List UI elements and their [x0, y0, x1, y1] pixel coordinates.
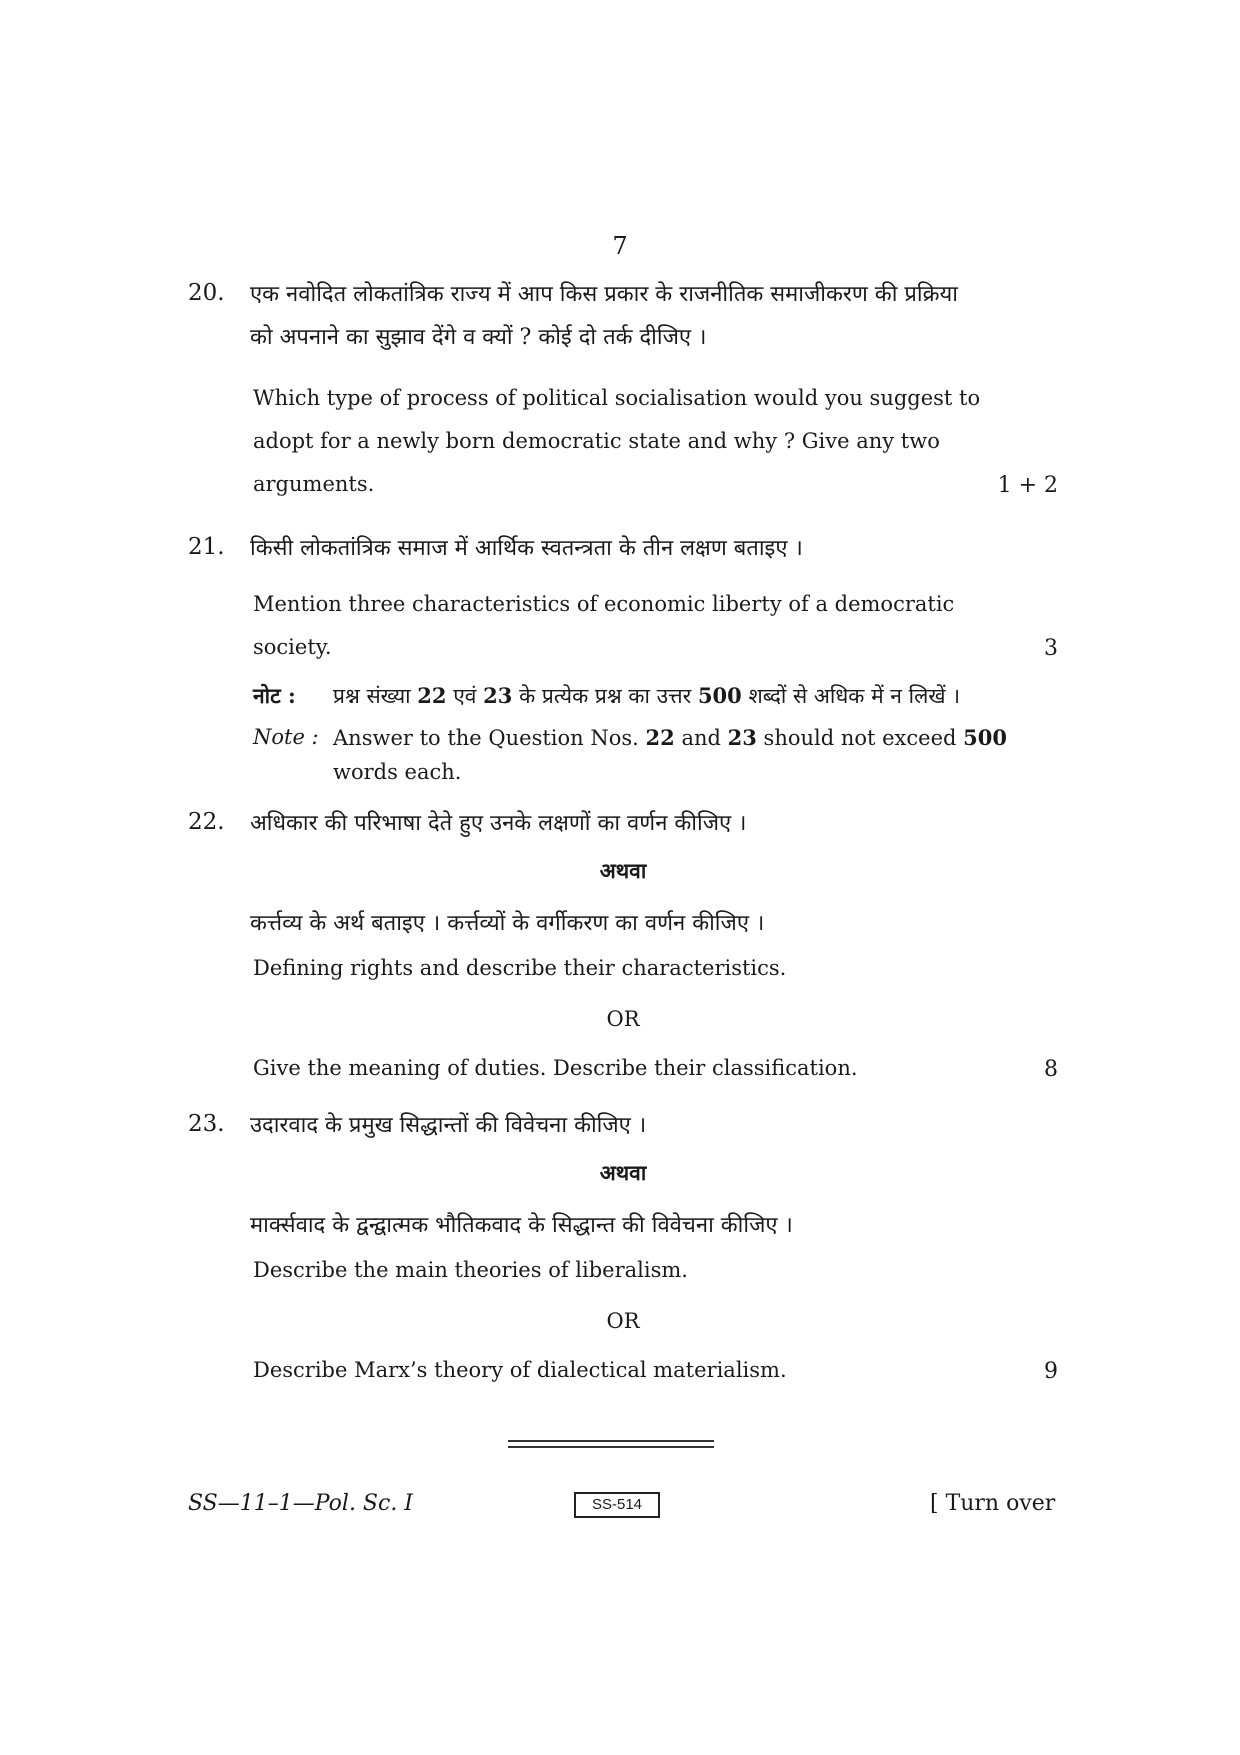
note-english-words-suffix: words each.	[333, 760, 462, 784]
footer-turn-over: [ Turn over	[930, 1491, 1056, 1516]
note-english-words: 500	[963, 725, 1007, 750]
question-english-alt: Give the meaning of duties. Describe their classification.	[253, 1056, 858, 1080]
question-english-line-1: Mention three characteristics of economic liberty of a democratic	[253, 592, 955, 616]
note-english-post: should not exceed	[763, 726, 957, 750]
note-english-number-b: 23	[727, 725, 757, 750]
marks: 1 + 2	[997, 473, 1058, 498]
end-rule-bottom	[508, 1446, 714, 1448]
question-hindi-line-2: को अपनाने का सुझाव देंगे व क्यों ? कोई दो तर्क दीजिए ।	[250, 325, 707, 350]
note-hindi-post: शब्दों से अधिक में न लिखें ।	[748, 684, 961, 708]
question-english-line-1: Which type of process of political socialisation would you suggest to	[253, 386, 981, 410]
or-hindi: अथवा	[599, 858, 647, 883]
note-english-and: and	[681, 726, 721, 750]
question-english-line-2: society.	[253, 635, 332, 659]
question-number: 23.	[188, 1111, 225, 1137]
marks: 8	[1044, 1057, 1058, 1082]
note-english-number-a: 22	[645, 725, 675, 750]
footer-code-box: SS-514	[574, 1492, 660, 1518]
note-english-pre: Answer to the Question Nos.	[333, 726, 639, 750]
or-english: OR	[606, 1309, 640, 1333]
note-hindi-and: एवं	[453, 684, 477, 708]
question-hindi: अधिकार की परिभाषा देते हुए उनके लक्षणों का वर्णन कीजिए ।	[250, 811, 747, 836]
note-number-a: 22	[417, 683, 447, 708]
marks: 9	[1044, 1359, 1058, 1384]
question-english-line-3: arguments.	[253, 472, 375, 496]
question-english: Defining rights and describe their characteristics.	[253, 956, 787, 980]
question-number: 22.	[188, 809, 225, 835]
question-number: 20.	[188, 280, 225, 306]
question-english: Describe the main theories of liberalism.	[253, 1258, 688, 1282]
footer-paper-code: SS—11–1—Pol. Sc. I	[188, 1491, 413, 1516]
note-number-b: 23	[483, 683, 513, 708]
question-hindi-alt: मार्क्सवाद के द्वन्द्वात्मक भौतिकवाद के सिद्धान्त की विवेचना कीजिए ।	[250, 1213, 793, 1238]
note-hindi-pre: प्रश्न संख्या	[333, 684, 411, 708]
note-hindi-label: नोट :	[253, 683, 296, 708]
note-words: 500	[697, 683, 742, 708]
question-english-alt: Describe Marx’s theory of dialectical materialism.	[253, 1358, 787, 1382]
note-hindi-mid: के प्रत्येक प्रश्न का उत्तर	[519, 684, 692, 708]
question-english-line-2: adopt for a newly born democratic state and why ? Give any two	[253, 429, 940, 453]
or-english: OR	[606, 1007, 640, 1031]
question-hindi: उदारवाद के प्रमुख सिद्धान्तों की विवेचना कीजिए ।	[250, 1113, 647, 1138]
page-number: 7	[612, 232, 628, 260]
or-hindi: अथवा	[599, 1160, 647, 1185]
end-rule-top	[508, 1440, 714, 1442]
question-hindi-line-1: एक नवोदित लोकतांत्रिक राज्य में आप किस प्रकार के राजनीतिक समाजीकरण की प्रक्रिया	[250, 282, 958, 307]
question-hindi: किसी लोकतांत्रिक समाज में आर्थिक स्वतन्त्रता के तीन लक्षण बताइए ।	[250, 536, 803, 561]
marks: 3	[1044, 636, 1058, 661]
question-hindi-alt: कर्त्तव्य के अर्थ बताइए । कर्त्तव्यों के वर्गीकरण का वर्णन कीजिए ।	[250, 911, 765, 936]
note-english-label: Note :	[253, 725, 319, 749]
question-number: 21.	[188, 534, 225, 560]
